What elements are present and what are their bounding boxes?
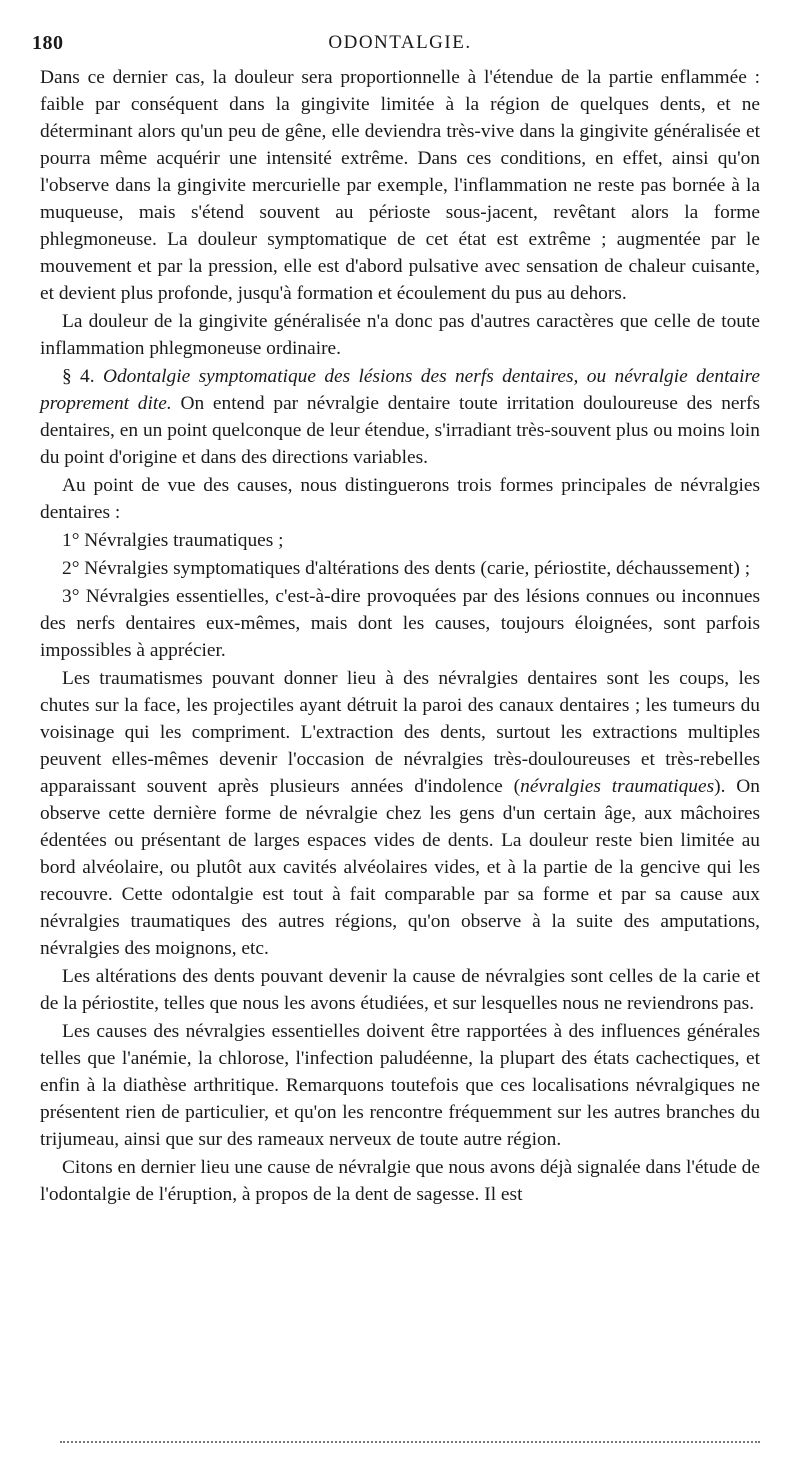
section-4-paragraph	[40, 363, 760, 471]
section-mark: § 4.	[62, 366, 95, 387]
list-item-2: 2° Névralgies symptomatiques d'altérations des dents (carie, périostite, déchaussement) ;	[62, 558, 751, 579]
list-item-1: 1° Névralgies traumatiques ;	[62, 530, 284, 551]
paragraph-1: Dans ce dernier cas, la douleur sera proportionnelle à l'étendue de la partie enflammée : faible par conséquent dans la gingivite limitée à la région de quelques dents, et ne déterminant alors qu'un peu de gêne, elle deviendra très-vive dans la gingivite généralisée et pourra même acquérir une intensité extrême. Dans ces conditions, en effet, ainsi qu'on l'observe dans la gingivite mercurielle par exemple, l'inflammation ne reste pas bornée à la muqueuse, mais s'étend souvent au périoste sous-jacent, revêtant alors la forme phlegmoneuse. La douleur symptomatique de cet état est extrême ; augmentée par le mouvement et par la pression, elle est d'abord pulsative avec sensation de chaleur cuisante, et devient plus profonde, jusqu'à formation et écoulement du pus au dehors.	[40, 67, 760, 304]
traumatismes-text-a: Les traumatismes pouvant donner lieu à des névralgies dentaires sont les coups, les chutes sur la face, les projectiles ayant détruit la paroi des canaux dentaires ; les tumeurs du voisinage qui les compriment. L'extraction des dents, surtout les extractions multiples peuvent elles-mêmes devenir l'occasion de névralgies très-douloureuses et très-rebelles apparaissant souvent après plusieurs années d'indolence (	[40, 668, 760, 797]
paragraph-citons: Citons en dernier lieu une cause de névralgie que nous avons déjà signalée dans l'étude de l'odontalgie de l'éruption, à propos de la dent de sagesse. Il est	[40, 1157, 760, 1205]
paragraph-2: La douleur de la gingivite généralisée n'a donc pas d'autres caractères que celle de toute inflammation phlegmoneuse ordinaire.	[40, 311, 760, 359]
list-item-3: 3° Névralgies essentielles, c'est-à-dire provoquées par des lésions connues ou inconnues des nerfs dentaires eux-mêmes, mais dont les causes, toujours éloignées, sont parfois impossibles à apprécier.	[40, 586, 760, 661]
footer-dotted-rule	[60, 1441, 760, 1443]
section-text: On entend par névralgie dentaire toute irritation douloureuse des nerfs dentaires, en un point quelconque de leur étendue, s'irradiant très-souvent plus ou moins loin du point d'origine et dans des directions variables.	[40, 393, 760, 468]
page-header	[32, 26, 760, 56]
paragraph-alterations: Les altérations des dents pouvant devenir la cause de névralgies sont celles de la carie et de la périostite, telles que nous les avons étudiées, et sur lesquelles nous ne reviendrons pas.	[40, 966, 760, 1014]
page-body	[40, 64, 760, 1208]
traumatismes-emphasis: névralgies traumatiques	[520, 776, 715, 797]
paragraph-traumatismes	[40, 665, 760, 962]
section-heading: Odontalgie symptomatique des lésions des nerfs dentaires, ou névralgie dentaire proprement dite.	[40, 366, 760, 414]
paragraph-causes-intro: Au point de vue des causes, nous distinguerons trois formes principales de névralgies dentaires :	[40, 475, 760, 523]
paragraph-essentielles: Les causes des névralgies essentielles doivent être rapportées à des influences générales telles que l'anémie, la chlorose, l'infection paludéenne, la plupart des états cachectiques, et enfin à la diathèse arthritique. Remarquons toutefois que ces localisations névralgiques ne présentent rien de particulier, et qu'on les rencontre fréquemment sur les autres branches du trijumeau, ainsi que sur des rameaux nerveux de toute autre région.	[40, 1021, 760, 1150]
page-number: 180	[32, 32, 64, 54]
traumatismes-text-b: ). On observe cette dernière forme de névralgie chez les gens d'un certain âge, aux mâchoires édentées ou présentant de larges espaces vides de dents. La douleur reste bien limitée au bord alvéolaire, ou plutôt aux cavités alvéolaires vides, et à la partie de la gencive qui les recouvre. Cette odontalgie est tout à fait comparable par sa forme et par sa cause aux névralgies traumatiques des autres régions, qu'on observe à la suite des amputations, névralgies des moignons, etc.	[40, 776, 761, 959]
running-title: ODONTALGIE.	[328, 32, 472, 53]
